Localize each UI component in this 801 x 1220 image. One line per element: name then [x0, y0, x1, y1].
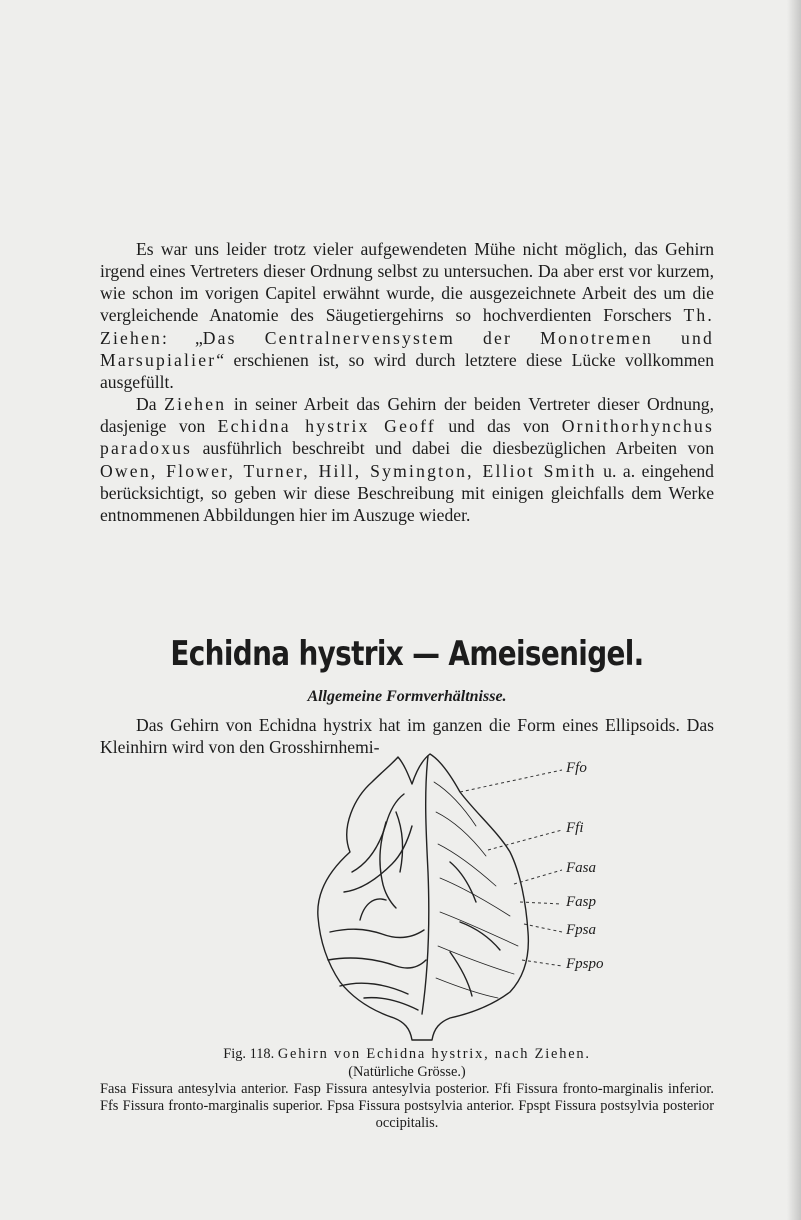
brain-figure: [300, 752, 640, 1042]
work-title: Das Centralnervensystem der Monotremen und Marsupialier: [100, 327, 714, 370]
author-ziehen: Th. Ziehen:: [100, 305, 714, 348]
paragraph-2-text-a: in seiner Arbeit das Gehirn der beiden Vertreter dieser Ordnung, dasjenige von: [100, 394, 714, 437]
author-ziehen-2: Ziehen: [164, 394, 227, 415]
caption-line-1: [100, 1045, 714, 1063]
paragraph-2-text-d: u. a. eingehend berücksichtigt, so geben wir diese Beschreibung mit einigen gleichfalls dem Werke entnommenen Abbildungen hier im Auszuge wieder.: [100, 460, 714, 525]
caption-title: Gehirn von Echidna hystrix, nach Ziehen.: [277, 1046, 591, 1062]
cited-authors: Owen, Flower, Turner, Hill, Symington, Elliot Smith: [100, 460, 597, 481]
paragraph-2-text-c: ausführlich beschreibt und dabei die diesbezüglichen Arbeiten von: [192, 438, 714, 459]
section-subheading: Allgemeine Formverhältnisse.: [307, 688, 507, 705]
paragraph-2-da: Da: [136, 394, 165, 415]
caption-note: (Natürliche Grösse.): [348, 1064, 466, 1081]
paragraph-1-text-a: Es war uns leider trotz vieler aufgewendeten Mühe nicht möglich, das Gehirn irgend eines Vertreters dieser Ordnung selbst zu untersuchen. Da aber erst vor kurzem, wie schon im vorigen Capitel erwähnt wurde, die ausgezeichnete Arbeit des um die vergleichende Anatomie des Säugetiergehirns so hochverdienten Forschers: [100, 239, 714, 326]
label-fpspo: Fpspo: [566, 956, 604, 972]
figure-legend: Fasa Fissura antesylvia anterior. Fasp Fissura antesylvia posterior. Ffi Fissura fronto-marginalis inferior. Ffs Fissura fronto-marginalis superior. Fpsa Fissura postsylvia anterior. Fpspt Fissura postsylvia posterior occipitalis.: [100, 1081, 714, 1132]
paragraph-1: [100, 238, 714, 393]
caption-prefix: Fig. 118.: [223, 1046, 278, 1062]
label-fasa: Fasa: [566, 860, 596, 876]
label-ffi: Ffi: [566, 820, 584, 836]
label-fasp: Fasp: [566, 894, 596, 910]
paragraph-1-text-b: “ erschienen ist, so wird durch letztere diese Lücke vollkommen ausgefüllt.: [100, 349, 714, 392]
figure-caption: [100, 1045, 714, 1081]
section-heading: Echidna hystrix — Ameisenigel.: [170, 634, 644, 674]
label-ffo: Ffo: [566, 760, 587, 776]
species-echidna: Echidna hystrix Geoff: [217, 416, 436, 437]
paragraph-3: Das Gehirn von Echidna hystrix hat im ganzen die Form eines Ellipsoids. Das Kleinhirn wird von den Grosshirnhemi-: [100, 715, 714, 758]
paragraph-1-quote-open: „: [169, 327, 203, 348]
body-text: [100, 238, 714, 526]
page-edge-shadow: [787, 0, 801, 1220]
paragraph-2-text-b: und das von: [435, 416, 562, 437]
species-ornithorhynchus: Ornithorhynchus paradoxus: [100, 416, 714, 459]
paragraph-2: [100, 393, 714, 526]
label-fpsa: Fpsa: [566, 922, 596, 938]
